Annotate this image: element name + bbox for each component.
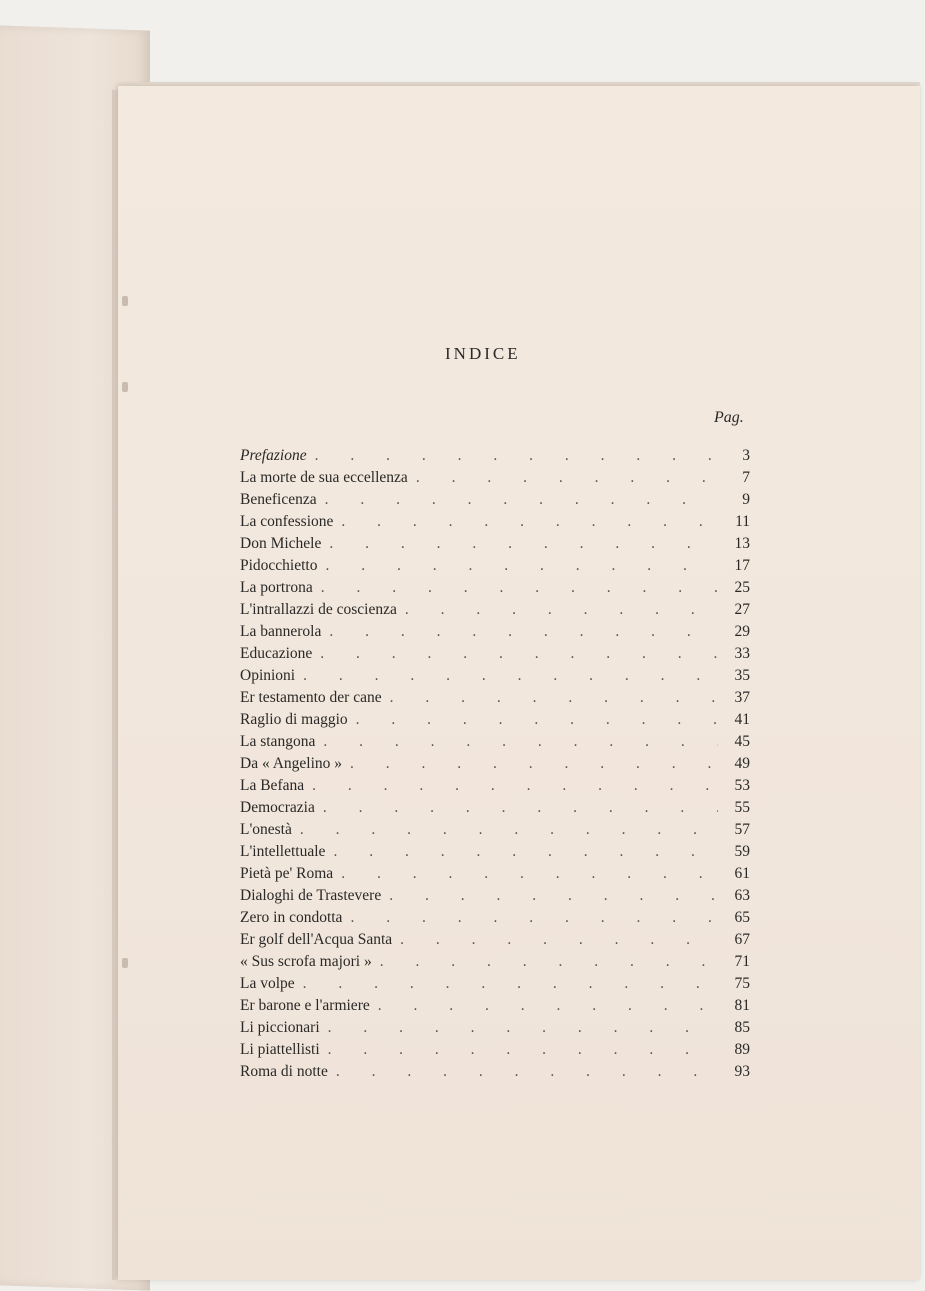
- toc-entry-title: Pietà pe' Roma: [240, 865, 334, 882]
- toc-entry-title: Beneficenza: [240, 491, 317, 508]
- toc-entry: [240, 623, 750, 645]
- toc-entry: [240, 469, 750, 491]
- dot-leader: [416, 469, 718, 487]
- dot-leader: [303, 975, 718, 993]
- toc-entry: [240, 953, 750, 975]
- dot-leader: [323, 799, 718, 817]
- toc-entry-title: Li piattellisti: [240, 1041, 320, 1058]
- toc-entry-page: 75: [734, 975, 750, 992]
- toc-entry: [240, 843, 750, 865]
- toc-entry: [240, 645, 750, 667]
- toc-entry-page: 45: [734, 733, 750, 750]
- toc-entry: [240, 821, 750, 843]
- toc-entry-page: 33: [734, 645, 750, 662]
- toc-entry-title: L'intellettuale: [240, 843, 326, 860]
- toc-entry: [240, 579, 750, 601]
- toc-entry-title: Educazione: [240, 645, 313, 662]
- toc-entry-page: 27: [734, 601, 750, 618]
- toc-entry-page: 63: [734, 887, 750, 904]
- dot-leader: [400, 931, 718, 949]
- dot-leader: [328, 1019, 718, 1037]
- toc-entry-title: Zero in condotta: [240, 909, 343, 926]
- toc-entry: [240, 667, 750, 689]
- table-of-contents: [240, 447, 750, 1085]
- toc-entry: [240, 887, 750, 909]
- toc-entry-page: 93: [734, 1063, 750, 1080]
- dot-leader: [333, 843, 718, 861]
- dot-leader: [380, 953, 718, 971]
- toc-entry-page: 29: [734, 623, 750, 640]
- toc-entry: [240, 909, 750, 931]
- toc-entry-page: 37: [734, 689, 750, 706]
- dot-leader: [312, 777, 718, 795]
- dot-leader: [390, 689, 718, 707]
- staple-mark: [122, 382, 128, 392]
- toc-entry: [240, 601, 750, 623]
- dot-leader: [329, 623, 718, 641]
- toc-entry-title: Opinioni: [240, 667, 296, 684]
- dot-leader: [378, 997, 718, 1015]
- dot-leader: [328, 1041, 718, 1059]
- page-title: INDICE: [445, 344, 521, 363]
- dot-leader: [303, 667, 718, 685]
- toc-entry-title: Don Michele: [240, 535, 322, 552]
- toc-entry-title: Democrazia: [240, 799, 315, 816]
- toc-entry-page: 59: [734, 843, 750, 860]
- toc-entry: [240, 975, 750, 997]
- toc-entry: [240, 535, 750, 557]
- toc-entry-title: Da « Angelino »: [240, 755, 343, 772]
- toc-entry-page: 57: [734, 821, 750, 838]
- toc-entry-page: 49: [734, 755, 750, 772]
- toc-entry: [240, 865, 750, 887]
- toc-entry-title: La volpe: [240, 975, 295, 992]
- toc-entry-title: La morte de sua eccellenza: [240, 469, 408, 486]
- toc-entry-page: 25: [734, 579, 750, 596]
- toc-entry-page: 71: [734, 953, 750, 970]
- toc-entry-title: La bannerola: [240, 623, 322, 640]
- toc-entry: [240, 733, 750, 755]
- toc-entry-title: Er golf dell'Acqua Santa: [240, 931, 393, 948]
- toc-entry: [240, 997, 750, 1019]
- dot-leader: [341, 513, 718, 531]
- toc-entry-title: La Befana: [240, 777, 305, 794]
- toc-entry-page: 11: [735, 513, 750, 530]
- toc-entry: [240, 557, 750, 579]
- toc-entry-title: La stangona: [240, 733, 316, 750]
- dot-leader: [323, 733, 718, 751]
- staple-mark: [122, 958, 128, 968]
- dot-leader: [325, 491, 718, 509]
- toc-entry: [240, 799, 750, 821]
- staple-mark: [122, 296, 128, 306]
- toc-entry-page: 17: [734, 557, 750, 574]
- dot-leader: [356, 711, 718, 729]
- toc-entry-page: 61: [734, 865, 750, 882]
- toc-entry-page: 13: [734, 535, 750, 552]
- toc-entry-title: Raglio di maggio: [240, 711, 348, 728]
- dot-leader: [405, 601, 718, 619]
- toc-entry-title: Prefazione: [240, 447, 307, 464]
- toc-entry-page: 89: [734, 1041, 750, 1058]
- dot-leader: [315, 447, 718, 465]
- toc-entry-title: Roma di notte: [240, 1063, 328, 1080]
- dot-leader: [350, 755, 718, 773]
- dot-leader: [300, 821, 718, 839]
- toc-entry-page: 81: [734, 997, 750, 1014]
- toc-entry-page: 85: [734, 1019, 750, 1036]
- page-column-label: Pag.: [714, 409, 744, 426]
- dot-leader: [326, 557, 719, 575]
- toc-entry-title: Pidocchietto: [240, 557, 318, 574]
- toc-entry-title: « Sus scrofa majori »: [240, 953, 372, 970]
- toc-entry-title: Li piccionari: [240, 1019, 320, 1036]
- dot-leader: [350, 909, 718, 927]
- toc-entry: [240, 1019, 750, 1041]
- toc-entry: [240, 1063, 750, 1085]
- toc-entry-page: 53: [734, 777, 750, 794]
- toc-entry: [240, 491, 750, 513]
- toc-entry-title: Dialoghi de Trastevere: [240, 887, 382, 904]
- toc-entry: [240, 1041, 750, 1063]
- toc-entry-page: 7: [742, 469, 750, 486]
- toc-entry-page: 67: [734, 931, 750, 948]
- dot-leader: [336, 1063, 718, 1081]
- toc-entry-page: 41: [734, 711, 750, 728]
- toc-entry-page: 65: [734, 909, 750, 926]
- toc-entry: [240, 513, 750, 535]
- toc-entry-title: L'intrallazzi de coscienza: [240, 601, 397, 618]
- dot-leader: [341, 865, 718, 883]
- toc-entry-title: Er testamento der cane: [240, 689, 382, 706]
- dot-leader: [389, 887, 718, 905]
- dot-leader: [329, 535, 718, 553]
- dot-leader: [320, 645, 718, 663]
- toc-entry: [240, 755, 750, 777]
- toc-entry: [240, 689, 750, 711]
- toc-entry: [240, 711, 750, 733]
- toc-entry-title: La confessione: [240, 513, 334, 530]
- toc-entry-page: 35: [734, 667, 750, 684]
- toc-entry-page: 9: [742, 491, 750, 508]
- toc-entry-page: 3: [742, 447, 750, 464]
- dot-leader: [321, 579, 718, 597]
- toc-entry: [240, 777, 750, 799]
- toc-entry-title: L'onestà: [240, 821, 292, 838]
- toc-entry: [240, 931, 750, 953]
- toc-entry: [240, 447, 750, 469]
- toc-entry-page: 55: [734, 799, 750, 816]
- toc-entry-title: La portrona: [240, 579, 313, 596]
- toc-entry-title: Er barone e l'armiere: [240, 997, 370, 1014]
